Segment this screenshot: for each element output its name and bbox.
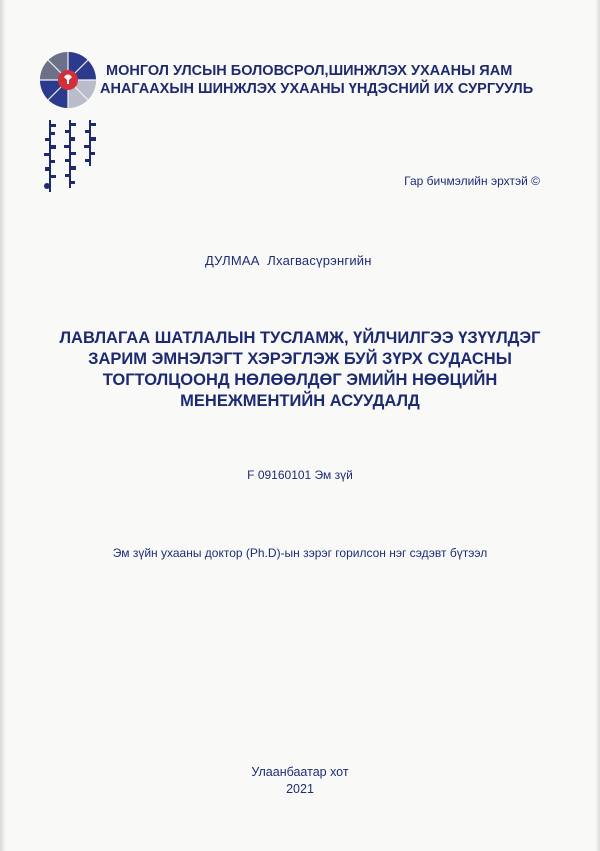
copyright-note: Гар бичмэлийн эрхтэй © [404, 174, 540, 188]
university-logo-icon [38, 50, 98, 110]
specialty-code: F 09160101 Эм зүй [247, 468, 353, 482]
thesis-title-line: ТОГТОЛЦООНД НӨЛӨӨЛДӨГ ЭМИЙН НӨӨЦИЙН [102, 371, 498, 389]
institution-header [100, 62, 534, 98]
institution-ministry: МОНГОЛ УЛСЫН БОЛОВСРОЛ,ШИНЖЛЭХ УХААНЫ ЯАМ [106, 63, 513, 79]
thesis-title-line: ЗАРИМ ЭМНЭЛЭГТ ХЭРЭГЛЭЖ БУЙ ЗҮРХ СУДАСНЫ [88, 350, 512, 368]
publication-place: Улаанбаатар хот [251, 765, 349, 779]
mongolian-script-logotype-2 [62, 118, 78, 196]
page-edge-right [595, 0, 600, 851]
mongolian-script-logotype-1 [42, 118, 58, 196]
thesis-title [50, 328, 550, 412]
mongolian-script-logotype-3 [82, 118, 98, 196]
publication-year: 2021 [286, 782, 314, 796]
page-edge-left [0, 0, 6, 851]
degree-note: Эм зүйн ухааны доктор (Ph.D)-ын зэрэг горилсон нэг сэдэвт бүтээл [112, 546, 488, 560]
thesis-title-line: МЕНЕЖМЕНТИЙН АСУУДАЛД [180, 392, 420, 410]
thesis-title-line: ЛАВЛАГАА ШАТЛАЛЫН ТУСЛАМЖ, ҮЙЛЧИЛГЭЭ ҮЗҮҮЛДЭГ [59, 329, 541, 347]
institution-university: АНАГААХЫН ШИНЖЛЭХ УХААНЫ ҮНДЭСНИЙ ИХ СУРГУУЛЬ [100, 81, 534, 97]
author-name: ДУЛМАА Лхагвасүрэнгийн [205, 253, 372, 268]
